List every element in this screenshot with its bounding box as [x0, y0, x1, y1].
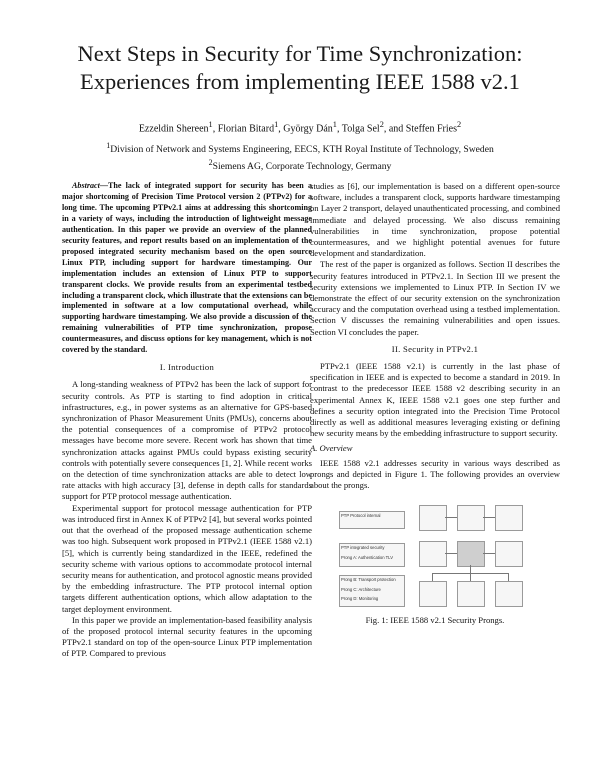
diagram-node: [457, 581, 485, 607]
diagram-connector: [483, 553, 495, 554]
figure-caption: Fig. 1: IEEE 1588 v2.1 Security Prongs.: [365, 615, 505, 626]
diagram-node: [419, 581, 447, 607]
figure-label: PTP integrated security: [341, 545, 385, 551]
diagram-connector: [508, 573, 509, 581]
paragraph: studies as [6], our implementation is based on a different open-source software, includes a transparent clock, supports hardware timestamping on Layer 2 transport, delayed unauthenticated processing, and combined immediate and delayed processing. We also discuss remaining vulnerabilities in time synchronization, propose potential countermeasures, and we highlight potential avenues for future development and standardization.: [310, 181, 560, 259]
figure-label: Prong A: Authentication TLV: [341, 555, 393, 561]
diagram-connector: [445, 517, 457, 518]
author: and Steffen Fries: [388, 123, 457, 135]
author: Ezzeldin Shereen: [138, 123, 209, 135]
diagram-connector: [470, 565, 471, 573]
right-column: [310, 181, 560, 626]
diagram-node: [495, 581, 523, 607]
left-column: [62, 181, 312, 660]
security-prongs-figure: [335, 501, 535, 611]
author: Tolga Sel: [341, 123, 380, 135]
diagram-node: [495, 505, 523, 531]
diagram-node: [457, 505, 485, 531]
section-heading-introduction: I. Introduction: [159, 362, 215, 373]
paper-title: [30, 40, 570, 96]
paragraph: A long-standing weakness of PTPv2 has been the lack of support for security controls. As PTP is starting to find adoption in critical infrastructures, e.g., in power systems as an alternative for GPS-based synchronization of Phasor Measurement Units (PMUs), concerns about the potential consequences of a compromise of PTPv2 protocol messages have become more severe. Recent work has shown that time synchronization attacks against PMUs could bypass existing security controls with potentially severe consequences [1, 2]. While recent works on the detection of time synchronization attacks are able to detect low rate attacks with high accuracy [3], defense in depth calls for standards support for PTP protocol message authentication.: [62, 379, 312, 502]
diagram-node: [419, 505, 447, 531]
diagram-connector: [483, 517, 495, 518]
paragraph: PTPv2.1 (IEEE 1588 v2.1) is currently in the last phase of specification in IEEE and is expected to become a standard in 2019. In contrast to the predecessor IEEE 1588 v2 describing security in an experimental Annex K, IEEE 1588 v2.1 goes one step further and defines a security option integrated into the Precision Time Protocol directly as well as additional measures leveraging existing or defining new security means by the embedding infrastructure to support security.: [310, 361, 560, 439]
author-list: Ezzeldin Shereen$^1$, Florian Bitard$^1$, György Dán$^1$, Tolga Sel$^2$, and Steffen Fries$^2$: [138, 120, 462, 135]
figure-label: Prong D: Monitoring: [341, 596, 379, 602]
author: Florian Bitard: [217, 123, 275, 135]
paragraph: The rest of the paper is organized as follows. Section II describes the security features introduced in PTPv2.1. In Section III we present the security extensions we implemented to Linux PTP. In Section IV we demonstrate the effect of our security extension on the synchronization accuracy and the computation overhead using a testbed implementation. Section V discusses the remaining vulnerabilities and open issues. Section VI concludes the paper.: [310, 259, 560, 337]
title-line-2: Experiences from implementing IEEE 1588 v2.1: [80, 69, 520, 94]
diagram-connector: [432, 573, 433, 581]
diagram-connector: [470, 573, 471, 581]
subsection-heading-overview: A. Overview: [310, 443, 353, 454]
paragraph: Experimental support for protocol message authentication for PTP was introduced first in Annex K of PTPv2 [4], but several works pointed out that the overhead of the proposed message authentication scheme was too high. Subsequent work proposed in PTPv2.1 (IEEE 1588 v2.1) [5], which is currently being standardized in the IEEE, redefined the security scheme with various options to accommodate protocol internal security means for authentication, and protocol agnostic means provided by the embedding infrastructure. The PTP protocol internal option targets different authentication options, which allow adaptation to the target deployment environment.: [62, 502, 312, 614]
title-line-1: Next Steps in Security for Time Synchronization:: [77, 41, 523, 66]
figure-label: Prong C: Architecture: [341, 587, 381, 593]
figure-label: PTP Protocol internal: [341, 513, 381, 519]
figure-label: Prong B: Transport protection: [341, 577, 396, 583]
paragraph: In this paper we provide an implementation-based feasibility analysis of the proposed protocol internal security features in the upcoming PTPv2.1 standard on top of the open-source Linux PTP implementation of PTP. Compared to previous: [62, 614, 312, 659]
diagram-node: [495, 541, 523, 567]
paragraph: IEEE 1588 v2.1 addresses security in various ways described as prongs and depicted in Figure 1. The following provides an overview about the prongs.: [310, 457, 560, 491]
diagram-node: [419, 541, 447, 567]
affiliation-1: Division of Network and Systems Engineering, EECS, KTH Royal Institute of Technology, Sweden: [110, 144, 494, 156]
affiliation-2: Siemens AG, Corporate Technology, Germany: [212, 161, 392, 173]
diagram-connector: [445, 553, 457, 554]
abstract: Abstract—The lack of integrated support for security has been a major shortcoming of Precision Time Protocol version 2 (PTPv2) for a long time. The upcoming PTPv2.1 aims at addressing this shortcoming in a variety of ways, including the introduction of lightweight message authentication. In this paper we provide an overview of the planned security features, and report results based on an implementation of the proposed integrated security mechanism based on the open source Linux PTP, including support for hardware timestamping. Our implementation includes an extension of Linux PTP to support transparent clocks. We provide results from an experimental testbed including a transparent clock, which illustrate that the extensions can be implemented in software at a low computational overhead, while supporting hardware timestamping. We also provide a discussion of the remaining vulnerabilities of PTP time synchronization, propose countermeasures, and discuss options for key management, which is not covered by the standard.: [62, 181, 312, 355]
affiliations: $^1$Division of Network and Systems Engineering, EECS, KTH Royal Institute of Technology, Sweden $^2$Siemens AG, Corporate Technology, Germany: [106, 141, 494, 173]
section-heading-security: II. Security in PTPv2.1: [391, 343, 479, 354]
diagram-node: [457, 541, 485, 567]
author: György Dán: [283, 123, 333, 135]
